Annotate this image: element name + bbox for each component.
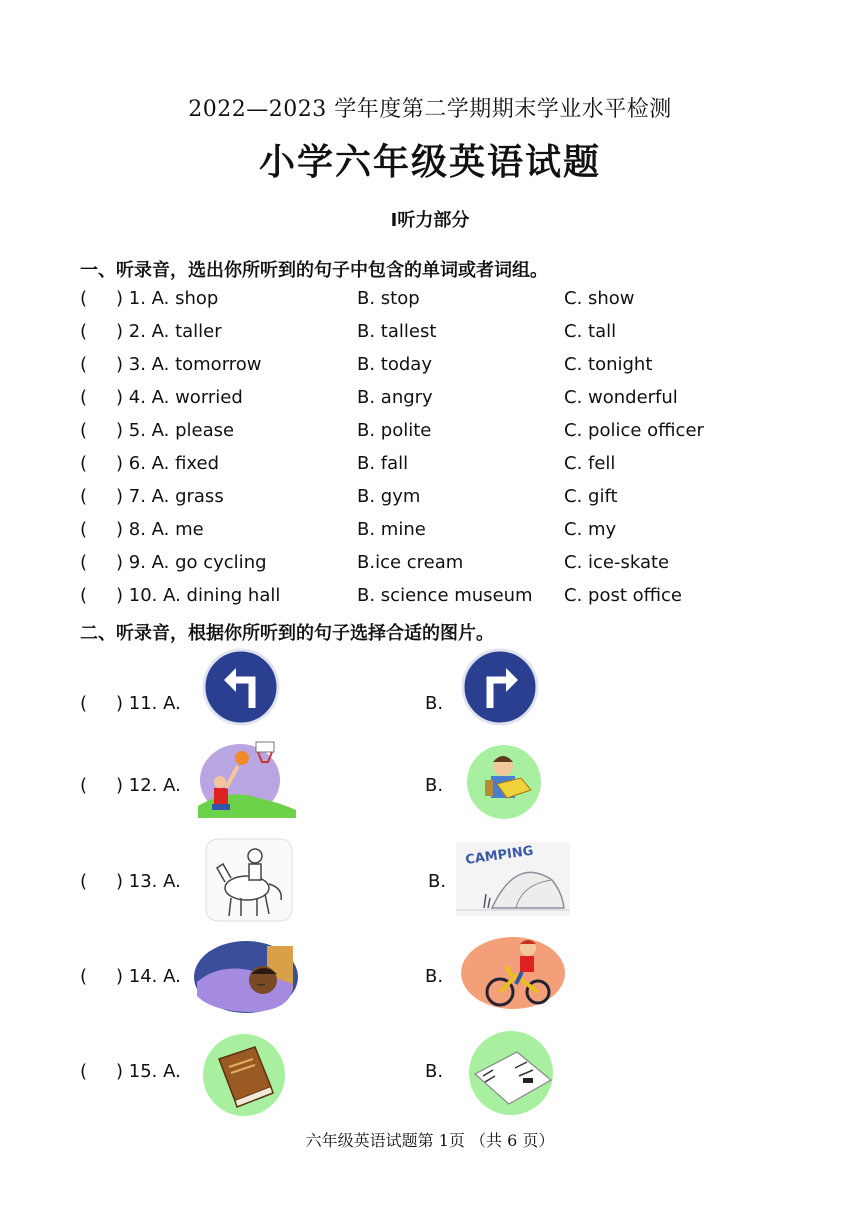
answer-paren[interactable]: ( bbox=[80, 288, 88, 309]
open-notebook-icon[interactable] bbox=[467, 1030, 555, 1116]
answer-paren[interactable]: ( bbox=[80, 693, 88, 714]
option-c: C. wonderful bbox=[564, 387, 678, 408]
option-a: ) 1. A. shop bbox=[116, 288, 219, 309]
option-c: C. show bbox=[564, 288, 635, 309]
book-icon[interactable] bbox=[201, 1033, 287, 1117]
option-a: ) 5. A. please bbox=[116, 420, 235, 441]
option-a: ) 2. A. taller bbox=[116, 321, 222, 342]
option-b-label: B. bbox=[425, 1061, 444, 1082]
option-b: B. fall bbox=[357, 453, 409, 474]
option-a: ) 10. A. dining hall bbox=[116, 585, 281, 606]
option-a-label: ) 11. A. bbox=[116, 693, 181, 714]
option-a-label: ) 15. A. bbox=[116, 1061, 181, 1082]
answer-paren[interactable]: ( bbox=[80, 552, 88, 573]
option-b: B. tallest bbox=[357, 321, 437, 342]
answer-paren[interactable]: ( bbox=[80, 519, 88, 540]
exam-subtitle: 2022—2023 学年度第二学期期末学业水平检测 bbox=[188, 97, 672, 122]
option-a: ) 3. A. tomorrow bbox=[116, 354, 262, 375]
option-a: ) 8. A. me bbox=[116, 519, 204, 540]
option-c: C. police officer bbox=[564, 420, 704, 441]
option-c: C. tall bbox=[564, 321, 617, 342]
section1-heading: 一、听录音，选出你所听到的句子中包含的单词或者词组。 bbox=[80, 260, 548, 281]
answer-paren[interactable]: ( bbox=[80, 453, 88, 474]
option-b: B. science museum bbox=[357, 585, 533, 606]
option-a: ) 4. A. worried bbox=[116, 387, 243, 408]
answer-paren[interactable]: ( bbox=[80, 486, 88, 507]
option-a-label: ) 13. A. bbox=[116, 871, 181, 892]
answer-paren[interactable]: ( bbox=[80, 966, 88, 987]
option-b-label: B. bbox=[425, 966, 444, 987]
option-c: C. ice-skate bbox=[564, 552, 670, 573]
option-a: ) 6. A. fixed bbox=[116, 453, 220, 474]
answer-paren[interactable]: ( bbox=[80, 585, 88, 606]
answer-paren[interactable]: ( bbox=[80, 775, 88, 796]
exam-title: 小学六年级英语试题 bbox=[258, 142, 601, 183]
option-b: B. polite bbox=[357, 420, 432, 441]
turn-left-sign-icon[interactable] bbox=[200, 648, 282, 726]
option-b: B.ice cream bbox=[357, 552, 464, 573]
option-b: B. stop bbox=[357, 288, 420, 309]
camping-tent-icon[interactable] bbox=[456, 842, 570, 916]
camping-label: CAMPING bbox=[464, 843, 535, 868]
answer-paren[interactable]: ( bbox=[80, 354, 88, 375]
section2-heading: 二、听录音，根据你所听到的句子选择合适的图片。 bbox=[80, 623, 494, 644]
option-b: B. mine bbox=[357, 519, 426, 540]
boy-reading-icon[interactable] bbox=[465, 744, 543, 820]
basketball-player-icon[interactable] bbox=[198, 740, 298, 818]
option-a: ) 7. A. grass bbox=[116, 486, 224, 507]
option-c: C. gift bbox=[564, 486, 618, 507]
option-c: C. my bbox=[564, 519, 617, 540]
option-a-label: ) 12. A. bbox=[116, 775, 181, 796]
option-c: C. fell bbox=[564, 453, 616, 474]
option-b: B. today bbox=[357, 354, 432, 375]
answer-paren[interactable]: ( bbox=[80, 1061, 88, 1082]
option-b: B. angry bbox=[357, 387, 433, 408]
option-b-label: B. bbox=[425, 775, 444, 796]
answer-paren[interactable]: ( bbox=[80, 420, 88, 441]
answer-paren[interactable]: ( bbox=[80, 871, 88, 892]
answer-paren[interactable]: ( bbox=[80, 321, 88, 342]
option-b-label: B. bbox=[425, 693, 444, 714]
horse-riding-icon[interactable] bbox=[205, 838, 293, 922]
turn-right-sign-icon[interactable] bbox=[460, 648, 540, 726]
part-heading: Ⅰ听力部分 bbox=[390, 210, 470, 231]
option-a-label: ) 14. A. bbox=[116, 966, 181, 987]
sleeping-boy-icon[interactable] bbox=[193, 940, 299, 1014]
boy-cycling-icon[interactable] bbox=[460, 936, 566, 1010]
option-b: B. gym bbox=[357, 486, 421, 507]
page-footer: 六年级英语试题第 1页 （共 6 页） bbox=[305, 1131, 555, 1150]
option-c: C. post office bbox=[564, 585, 682, 606]
answer-paren[interactable]: ( bbox=[80, 387, 88, 408]
option-c: C. tonight bbox=[564, 354, 653, 375]
option-a: ) 9. A. go cycling bbox=[116, 552, 267, 573]
option-b-label: B. bbox=[428, 871, 447, 892]
